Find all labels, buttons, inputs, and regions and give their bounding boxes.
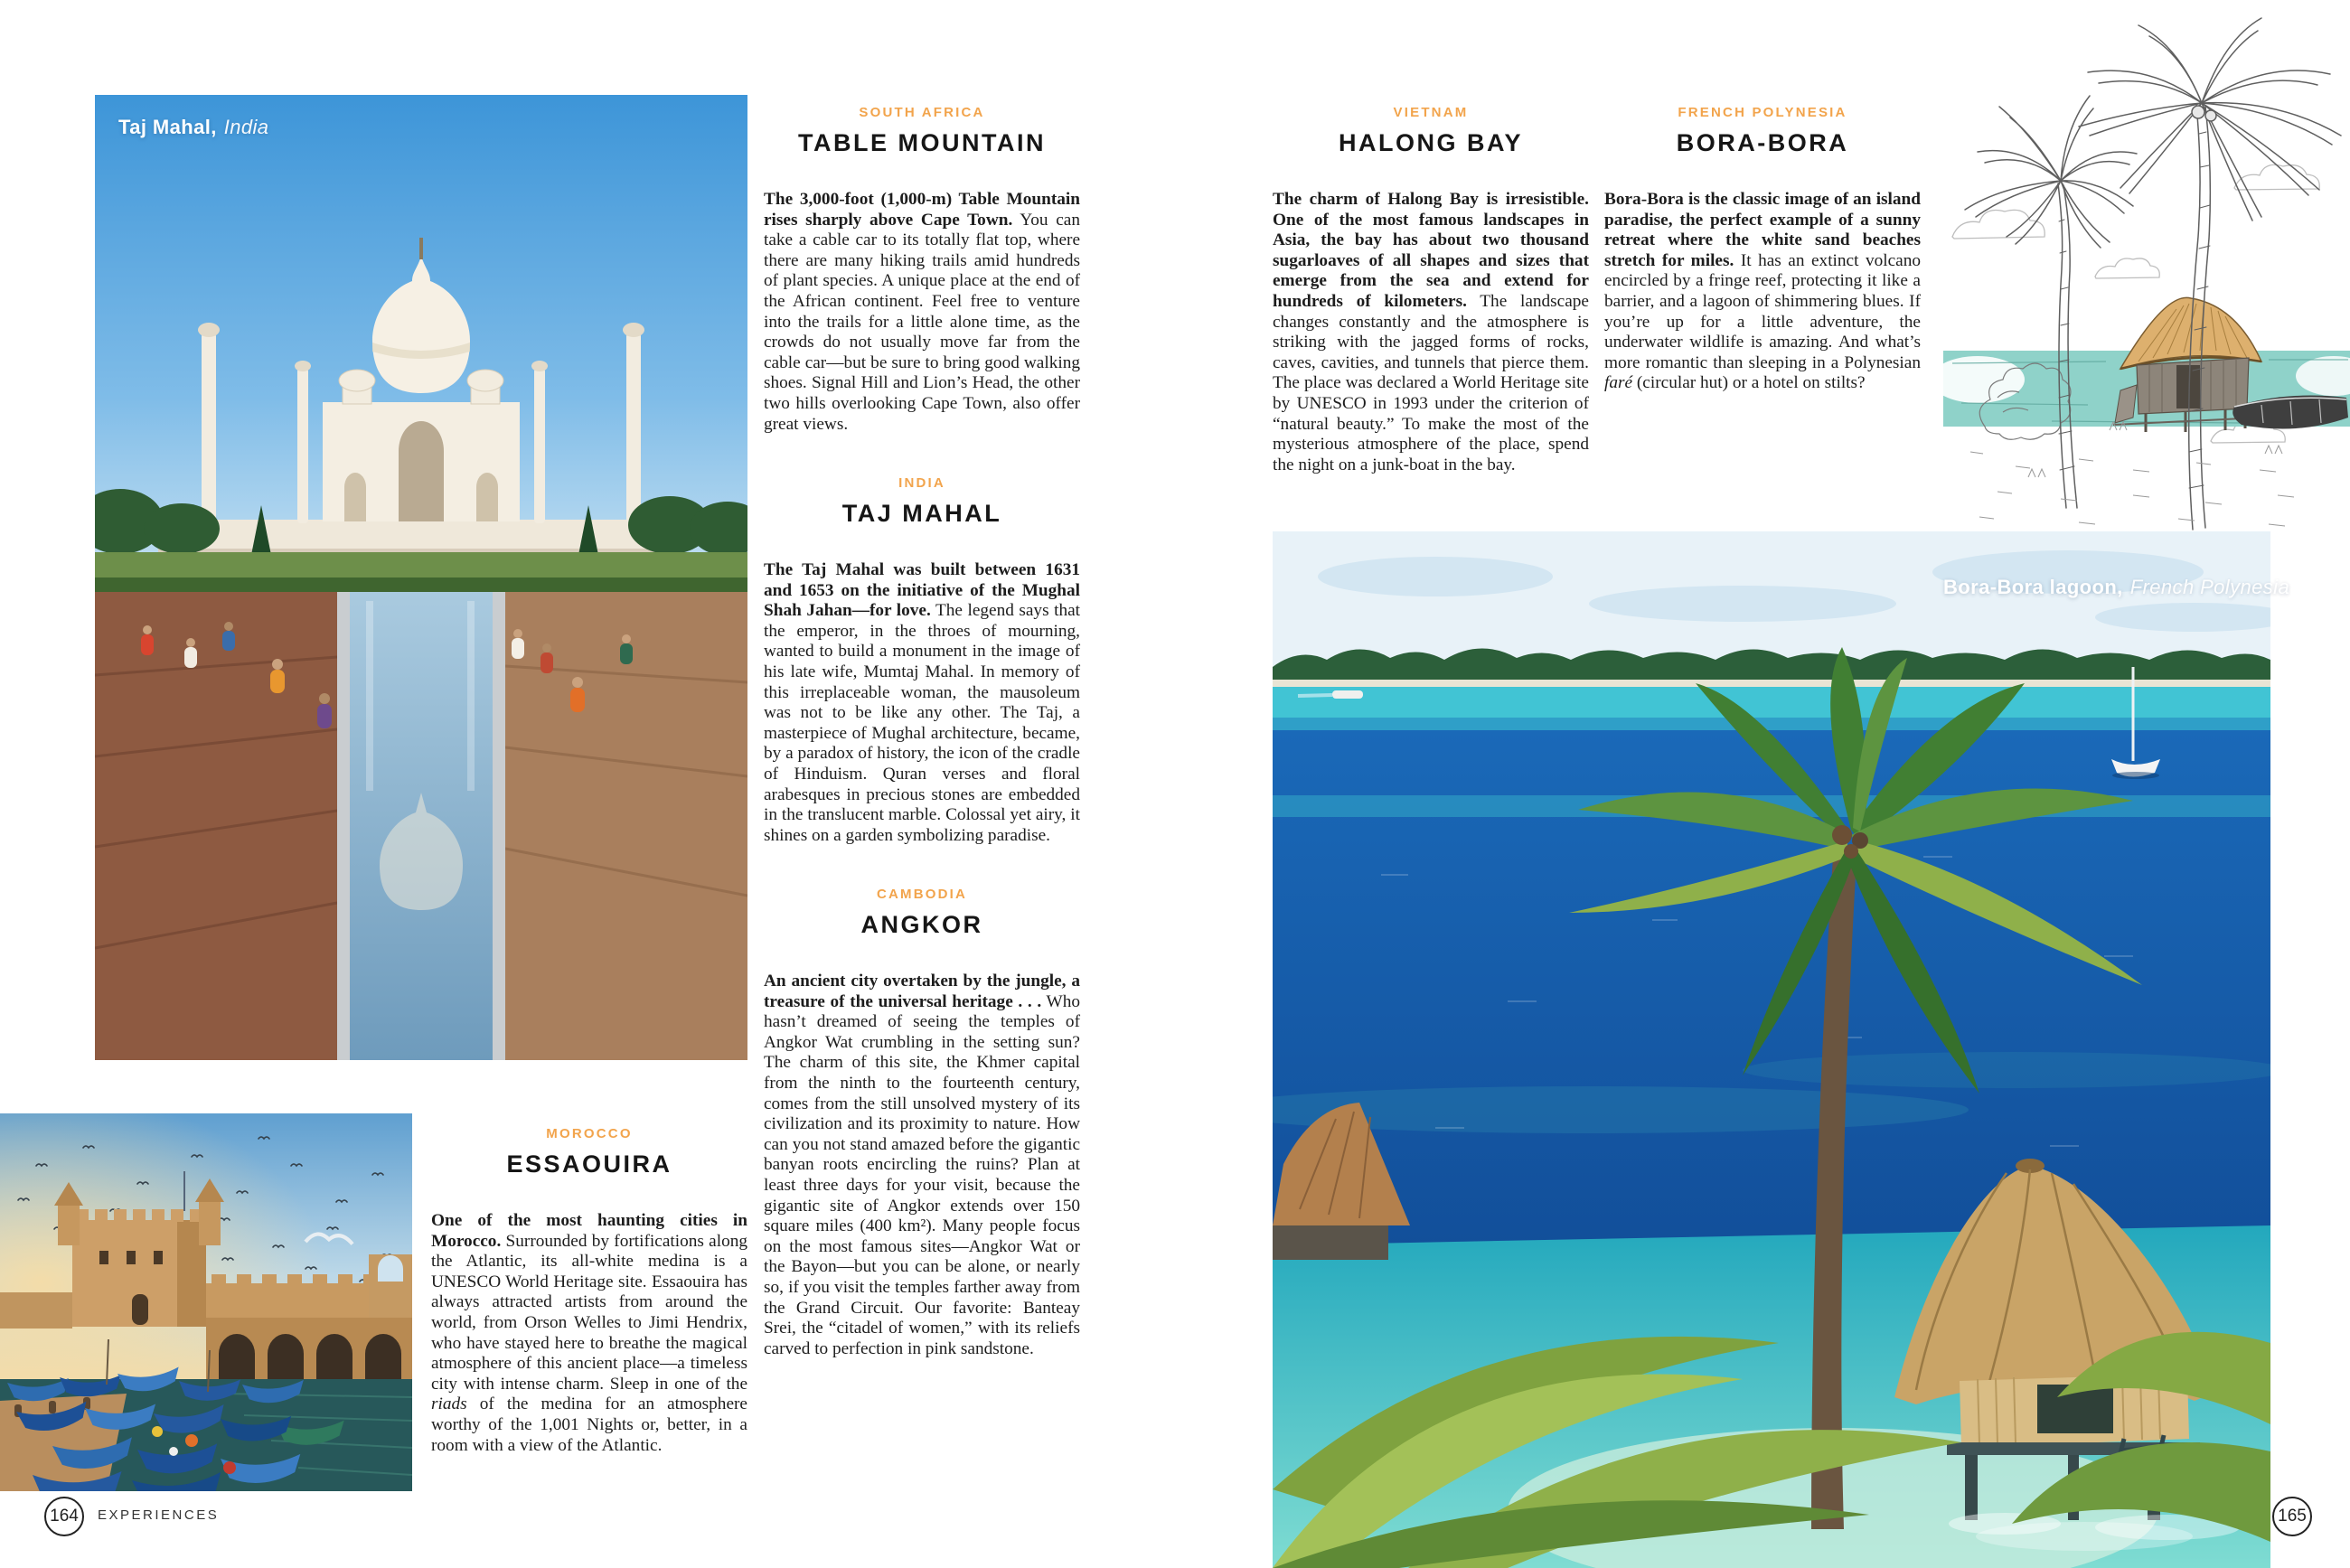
article-essaouira (431, 1126, 747, 1456)
article-body-taj-mahal: The Taj Mahal was built between 1631 and 1653 on the initiative of the Mughal Shah Jahan—for love. The legend says that the emperor, in the throes of mourning, wanted to build a monument in the image of his late wife, Mumtaj Mahal. In memory of this irreplaceable woman, the mausoleum was not to be like any other. The Taj, a masterpiece of Mughal architecture, became, by a paradox of history, the icon of the cradle of Hinduism. Quran verses and floral arabesques in precious stones are embedded in the translucent marble. Colossal yet airy, it shines on a garden symbolizing paradise. (764, 560, 1081, 845)
article-title-angkor: ANGKOR (860, 911, 983, 938)
taj-mahal-photo-svg (95, 95, 747, 1060)
article-angkor (764, 887, 1080, 1359)
country-label-south-africa: SOUTH AFRICA (859, 105, 985, 120)
article-body-halong-bay: The charm of Halong Bay is irresistible. One of the most famous landscapes in Asia, the bay has about two thousand sugarloaves of all shapes and sizes that emerge from the sea and extend for hundreds of kilometers. The landscape changes constantly and the atmosphere is striking with the jagged forms of rocks, caves, cavities, and tunnels that pierce them. The place was declared a World Heritage site by UNESCO in 1993 under the criterion of “natural beauty.” To make the most of the mysterious atmosphere of the place, spend the night on a junk-boat in the bay. (1273, 190, 1589, 474)
page-number-right: 165 (2272, 1497, 2312, 1536)
article-taj-mahal (764, 475, 1080, 846)
country-label-french-polynesia: FRENCH POLYNESIA (1678, 105, 1847, 120)
country-label-vietnam: VIETNAM (1393, 105, 1469, 120)
bora-bora-photo (1273, 531, 2270, 1568)
caption-place: Bora-Bora lagoon, (1943, 576, 2123, 598)
article-table-mountain (764, 105, 1080, 435)
article-body-essaouira: One of the most haunting cities in Morocco. Surrounded by fortifications along the Atlantic, its all-white medina is a UNESCO World Heritage site. Essaouira has always attracted artists from around the world, from Orson Welles to Jimi Hendrix, who have stayed here to breathe the magical atmosphere of this ancient place—a timeless city with intense charm. Sleep in one of the riads of the medina for an atmosphere worthy of the 1,001 Nights or, better, in a room with a view of the Atlantic. (431, 1211, 747, 1455)
article-body-table-mountain: The 3,000-foot (1,000-m) Table Mountain rises sharply above Cape Town. You can take a cable car to its totally flat top, where there are many hiking trails amid hundreds of plant species. A unique place at the end of the African continent. Feel free to venture into the trails for a little alone time, as the crowds do not usually move far from the cable car—but be sure to bring good walking shoes. Signal Hill and Lion’s Head, the other two hills overlooking Cape Town, also offer great views. (764, 190, 1080, 434)
article-title-essaouira: ESSAOUIRA (506, 1150, 672, 1178)
country-label-india: INDIA (898, 475, 945, 491)
essaouira-photo (0, 1113, 412, 1491)
section-label: EXPERIENCES (98, 1507, 220, 1523)
article-bora-bora (1604, 105, 1921, 394)
article-title-halong-bay: HALONG BAY (1338, 129, 1524, 156)
article-title-table-mountain: TABLE MOUNTAIN (798, 129, 1046, 156)
article-title-bora-bora: BORA-BORA (1676, 129, 1849, 156)
article-title-taj-mahal: TAJ MAHAL (841, 500, 1002, 527)
bora-bora-photo-svg (1273, 531, 2270, 1568)
palm-sketch-svg (1943, 0, 2350, 533)
bora-photo-caption (1943, 576, 2289, 599)
palm-sketch-illustration (1943, 0, 2350, 533)
caption-country: India (223, 116, 269, 138)
caption-country: French Polynesia (2129, 576, 2290, 598)
taj-photo-caption (118, 116, 268, 139)
article-halong-bay (1273, 105, 1589, 475)
country-label-cambodia: CAMBODIA (876, 887, 968, 902)
taj-mahal-photo (95, 95, 747, 1060)
article-body-bora-bora: Bora-Bora is the classic image of an island paradise, the perfect example of a sunny retreat where the white sand beaches stretch for miles. It has an extinct volcano encircled by a fringe reef, protecting it like a barrier, and a lagoon of shimmering blues. If you’re up for a little adventure, the underwater wildlife is amazing. And what’s more romantic than sleeping in a Polynesian faré (circular hut) or a hotel on stilts? (1604, 190, 1921, 393)
caption-place: Taj Mahal, (118, 116, 217, 138)
article-body-angkor: An ancient city overtaken by the jungle, a treasure of the universal heritage . . . Who hasn’t dreamed of seeing the temples of Angkor Wat crumbling in the setting sun? The charm of this site, the Khmer capital from the ninth to the fourteenth century, comes from the still unsolved mystery of its civilization and its proximity to nature. How can you not stand amazed before the gigantic banyan roots encircling the ruins? Plan at least three days for your visit, because the gigantic site of Angkor extends over 150 square miles (400 km²). Many people focus on the most famous sites—Angkor Wat or the Bayon—but you can be alone, or nearly so, if you visit the temples farther away from the Grand Circuit. Our favorite: Banteay Srei, the “citadel of women,” with its reliefs carved to perfection in pink sandstone. (764, 972, 1080, 1358)
country-label-morocco: MOROCCO (546, 1126, 633, 1141)
island-treeline (1273, 648, 2270, 685)
essaouira-photo-svg (0, 1113, 412, 1491)
page-number-left: 164 (44, 1497, 84, 1536)
